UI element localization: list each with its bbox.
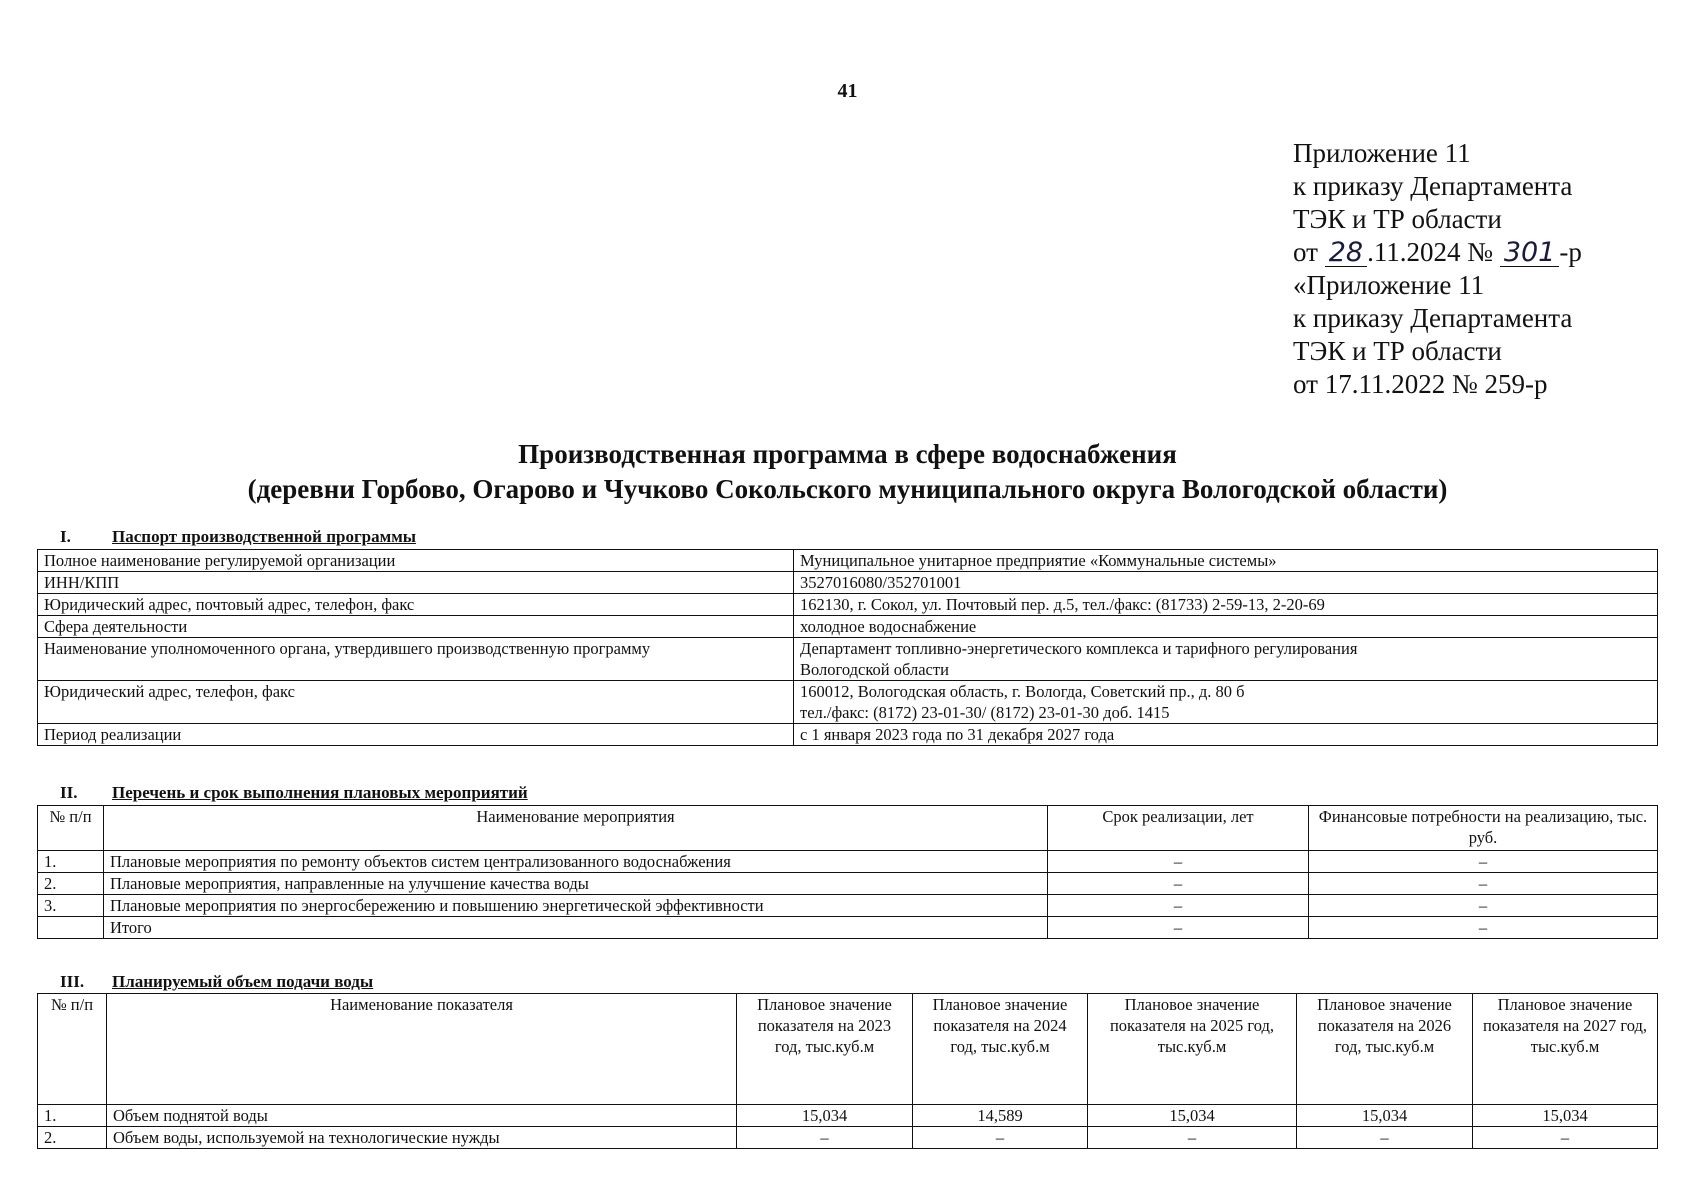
appendix-line: «Приложение 11 [1293,270,1485,300]
row-value: 3527016080/352701001 [794,572,1658,594]
cell-number: 2. [38,1127,107,1149]
cell-value-2026: 15,034 [1297,1105,1473,1127]
cell-term: – [1048,895,1309,917]
cell-name: Объем поднятой воды [107,1105,737,1127]
col-header-number: № п/п [38,806,104,851]
row-value: холодное водоснабжение [794,616,1658,638]
row-value-line-2: Вологодской области [800,660,949,679]
appendix-line: к приказу Департамента [1293,171,1573,201]
title-line-1: Производственная программа в сфере водоснабжения [518,439,1177,469]
col-header-2027: Плановое значение показателя на 2027 год, тыс.куб.м [1473,994,1658,1105]
cell-finance: – [1309,895,1658,917]
row-value: Муниципальное унитарное предприятие «Коммунальные системы» [794,550,1658,572]
appendix-line: от 17.11.2022 № 259-р [1293,369,1548,399]
section-1-heading [60,527,416,547]
col-header-term: Срок реализации, лет [1048,806,1309,851]
col-header-name: Наименование мероприятия [104,806,1048,851]
table-row [38,572,1658,594]
row-value-line-1: Департамент топливно-энергетического комплекса и тарифного регулирования [800,639,1358,658]
col-header-2025: Плановое значение показателя на 2025 год, тыс.куб.м [1088,994,1297,1105]
cell-name: Плановые мероприятия по ремонту объектов систем централизованного водоснабжения [104,851,1048,873]
passport-table [37,549,1658,746]
section-number: I. [60,527,71,546]
row-label: ИНН/КПП [38,572,794,594]
appendix-line: ТЭК и ТР области [1293,204,1502,234]
cell-finance: – [1309,851,1658,873]
cell-name: Плановые мероприятия по энергосбережению и повышению энергетической эффективности [104,895,1048,917]
cell-name: Плановые мероприятия, направленные на улучшение качества воды [104,873,1048,895]
cell-name: Объем воды, используемой на технологические нужды [107,1127,737,1149]
row-value-line-2: тел./факс: (8172) 23-01-30/ (8172) 23-01-30 доб. 1415 [800,703,1170,722]
appendix-line: ТЭК и ТР области [1293,336,1502,366]
row-label: Сфера деятельности [38,616,794,638]
row-label: Юридический адрес, почтовый адрес, телефон, факс [38,594,794,616]
section-2-heading [60,783,528,803]
cell-finance: – [1309,873,1658,895]
row-value: с 1 января 2023 года по 31 декабря 2027 года [794,724,1658,746]
date-rest: .11.2024 № [1367,237,1494,267]
col-header-2026: Плановое значение показателя на 2026 год, тыс.куб.м [1297,994,1473,1105]
section-3-heading [60,972,373,992]
section-number: III. [60,972,85,991]
number-suffix: -р [1559,237,1582,267]
table-row [38,873,1658,895]
title-line-2: (деревни Горбово, Огарово и Чучково Сокольского муниципального округа Вологодской области) [247,474,1448,504]
row-label: Период реализации [38,724,794,746]
measures-table [37,805,1658,939]
cell-value-2023: – [737,1127,913,1149]
section-title: Перечень и срок выполнения плановых мероприятий [112,783,528,802]
date-prefix: от [1293,237,1318,267]
table-header-row [38,806,1658,851]
cell-value-2025: – [1088,1127,1297,1149]
cell-number: 2. [38,873,104,895]
table-row [38,638,1658,681]
row-value-line-1: 160012, Вологодская область, г. Вологда, Советский пр., д. 80 б [800,682,1245,701]
row-value: 162130, г. Сокол, ул. Почтовый пер. д.5, тел./факс: (81733) 2-59-13, 2-20-69 [794,594,1658,616]
cell-value-2024: – [913,1127,1088,1149]
col-header-name: Наименование показателя [107,994,737,1105]
cell-term: – [1048,917,1309,939]
table-row [38,550,1658,572]
row-value [794,638,1658,681]
table-row [38,594,1658,616]
cell-value-2026: – [1297,1127,1473,1149]
section-title: Паспорт производственной программы [112,527,417,546]
table-row [38,681,1658,724]
table-header-row [38,994,1658,1105]
appendix-date-line [1293,236,1582,269]
page-number: 41 [837,80,858,102]
col-header-2023: Плановое значение показателя на 2023 год, тыс.куб.м [737,994,913,1105]
section-number: II. [60,783,78,802]
col-header-finance: Финансовые потребности на реализацию, тыс. руб. [1309,806,1658,851]
cell-term: – [1048,873,1309,895]
cell-value-2023: 15,034 [737,1105,913,1127]
col-header-2024: Плановое значение показателя на 2024 год, тыс.куб.м [913,994,1088,1105]
handwritten-number: 301 [1500,240,1560,267]
table-row [38,1127,1658,1149]
table-row [38,724,1658,746]
cell-number: 1. [38,1105,107,1127]
document-title [0,437,1695,507]
cell-value-2027: – [1473,1127,1658,1149]
row-label: Наименование уполномоченного органа, утвердившего производственную программу [38,638,794,681]
cell-value-2024: 14,589 [913,1105,1088,1127]
cell-number: 1. [38,851,104,873]
water-supply-table [37,993,1658,1149]
row-value [794,681,1658,724]
table-row-total [38,917,1658,939]
cell-value-2025: 15,034 [1088,1105,1297,1127]
appendix-line: к приказу Департамента [1293,303,1573,333]
cell-name: Итого [104,917,1048,939]
cell-finance: – [1309,917,1658,939]
table-row [38,1105,1658,1127]
cell-number [38,917,104,939]
table-row [38,616,1658,638]
cell-number: 3. [38,895,104,917]
row-label: Полное наименование регулируемой организации [38,550,794,572]
col-header-number: № п/п [38,994,107,1105]
appendix-block [1293,137,1582,401]
table-row [38,895,1658,917]
appendix-line: Приложение 11 [1293,138,1471,168]
cell-value-2027: 15,034 [1473,1105,1658,1127]
cell-term: – [1048,851,1309,873]
handwritten-day: 28 [1325,240,1367,267]
section-title: Планируемый объем подачи воды [112,972,374,991]
table-row [38,851,1658,873]
row-label: Юридический адрес, телефон, факс [38,681,794,724]
